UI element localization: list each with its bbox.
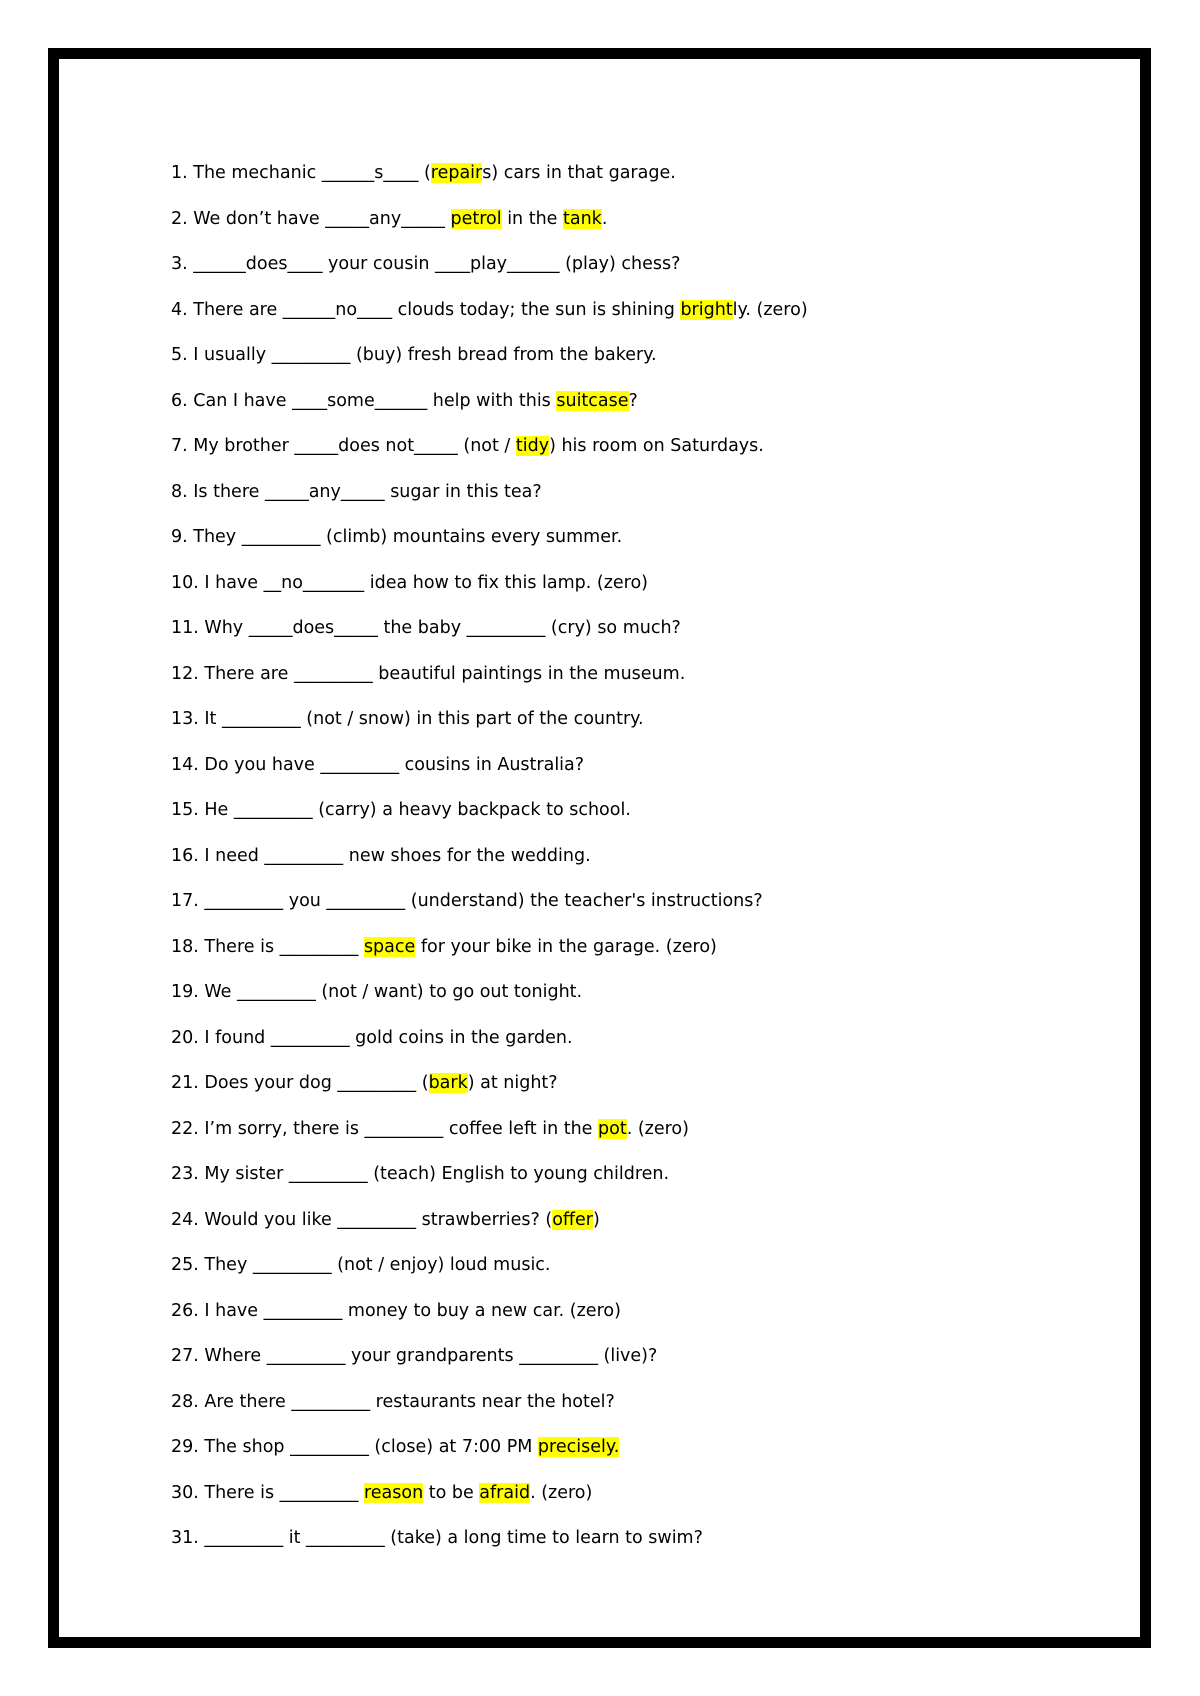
sentence-text: to be	[423, 1482, 480, 1503]
sentence-text: 5. I usually _________ (buy) fresh bread from the bakery.	[171, 345, 657, 365]
exercise-item	[171, 843, 808, 869]
sentence-text: 11. Why _____does_____ the baby _________ (cry) so much?	[171, 618, 681, 638]
sentence-text: 29. The shop _________ (close) at 7:00 PM	[171, 1437, 538, 1457]
highlighted-word: suitcase	[556, 390, 629, 411]
highlighted-word: repair	[430, 163, 483, 183]
sentence-text: 16. I need _________ new shoes for the wedding.	[171, 845, 591, 866]
exercise-item	[171, 888, 808, 914]
sentence-text: 15. He _________ (carry) a heavy backpack to school.	[171, 800, 631, 820]
exercise-item	[171, 1480, 808, 1506]
highlighted-word: bright	[680, 299, 733, 320]
highlighted-word: offer	[552, 1209, 593, 1230]
highlighted-word: pot	[598, 1118, 627, 1139]
sentence-text: 14. Do you have _________ cousins in Australia?	[171, 754, 585, 775]
sentence-text: 26. I have _________ money to buy a new car. (zero)	[171, 1300, 621, 1321]
sentence-text: . (zero)	[530, 1482, 593, 1503]
sentence-text: 2. We don’t have _____any_____	[171, 208, 451, 229]
sentence-text: 27. Where _________ your grandparents _________ (live)?	[171, 1346, 658, 1366]
exercise-item	[171, 251, 808, 277]
sentence-text: 8. Is there _____any_____ sugar in this tea?	[171, 481, 542, 502]
highlighted-word: reason	[363, 1482, 424, 1503]
exercise-item	[171, 1161, 808, 1187]
exercise-item	[171, 1525, 808, 1551]
exercise-item	[171, 661, 808, 687]
sentence-text: 6. Can I have ____some______ help with this	[171, 390, 557, 411]
sentence-text: 31. _________ it _________ (take) a long time to learn to swim?	[171, 1528, 703, 1548]
exercise-item	[171, 934, 808, 960]
sentence-text: 21. Does your dog _________ (	[171, 1073, 429, 1093]
exercise-item	[171, 160, 808, 186]
highlighted-word: precisely.	[537, 1437, 620, 1457]
exercise-item	[171, 388, 808, 414]
sentence-text: 30. There is _________	[171, 1482, 364, 1503]
exercise-item	[171, 1025, 808, 1051]
sentence-text: 24. Would you like _________ strawberries? (	[171, 1209, 553, 1230]
sentence-text: .	[601, 208, 608, 229]
exercise-item	[171, 1434, 808, 1460]
sentence-text: 4. There are ______no____ clouds today; the sun is shining	[171, 299, 681, 320]
exercise-item	[171, 297, 808, 323]
sentence-text: 17. _________ you _________ (understand) the teacher's instructions?	[171, 891, 763, 911]
exercise-item	[171, 979, 808, 1005]
sentence-text: 1. The mechanic ______s____ (	[171, 163, 431, 183]
sentence-text: 28. Are there _________ restaurants near the hotel?	[171, 1391, 615, 1412]
exercise-item	[171, 1389, 808, 1415]
exercise-item	[171, 1343, 808, 1369]
exercise-item	[171, 570, 808, 596]
sentence-text: for your bike in the garage. (zero)	[415, 936, 717, 957]
exercise-item	[171, 752, 808, 778]
highlighted-word: tank	[563, 208, 602, 229]
sentence-text: 23. My sister _________ (teach) English to young children.	[171, 1164, 670, 1184]
highlighted-word: bark	[428, 1073, 468, 1093]
sentence-text: 19. We _________ (not / want) to go out tonight.	[171, 982, 583, 1002]
exercise-item	[171, 433, 808, 459]
highlighted-word: space	[363, 936, 416, 957]
sentence-text: )	[592, 1209, 600, 1230]
sentence-text: 10. I have __no_______ idea how to fix this lamp. (zero)	[171, 572, 648, 593]
sentence-text: . (zero)	[626, 1118, 689, 1139]
sentence-text: 20. I found _________ gold coins in the garden.	[171, 1027, 573, 1048]
exercise-item	[171, 1070, 808, 1096]
exercise-item	[171, 479, 808, 505]
exercise-item	[171, 1252, 808, 1278]
exercise-item	[171, 1298, 808, 1324]
exercise-list	[171, 160, 808, 1571]
sentence-text: 3. ______does____ your cousin ____play______ (play) chess?	[171, 254, 681, 274]
highlighted-word: tidy	[515, 436, 550, 456]
exercise-item	[171, 706, 808, 732]
highlighted-word: petrol	[450, 208, 502, 229]
highlighted-word: afraid	[479, 1482, 531, 1503]
exercise-item	[171, 524, 808, 550]
sentence-text: ) his room on Saturdays.	[549, 436, 764, 456]
sentence-text: 9. They _________ (climb) mountains every summer.	[171, 527, 623, 547]
exercise-item	[171, 797, 808, 823]
sentence-text: 18. There is _________	[171, 936, 364, 957]
exercise-item	[171, 342, 808, 368]
sentence-text: ) at night?	[467, 1073, 558, 1093]
exercise-item	[171, 206, 808, 232]
sentence-text: 22. I’m sorry, there is _________ coffee left in the	[171, 1118, 599, 1139]
sentence-text: 13. It _________ (not / snow) in this part of the country.	[171, 709, 644, 729]
exercise-item	[171, 615, 808, 641]
sentence-text: 25. They _________ (not / enjoy) loud music.	[171, 1255, 551, 1275]
sentence-text: 12. There are _________ beautiful paintings in the museum.	[171, 663, 686, 684]
sentence-text: 7. My brother _____does not_____ (not /	[171, 436, 516, 456]
exercise-item	[171, 1116, 808, 1142]
sentence-text: ly. (zero)	[732, 299, 808, 320]
sentence-text: ?	[628, 390, 638, 411]
exercise-item	[171, 1207, 808, 1233]
sentence-text: s) cars in that garage.	[482, 163, 676, 183]
sentence-text: in the	[501, 208, 563, 229]
